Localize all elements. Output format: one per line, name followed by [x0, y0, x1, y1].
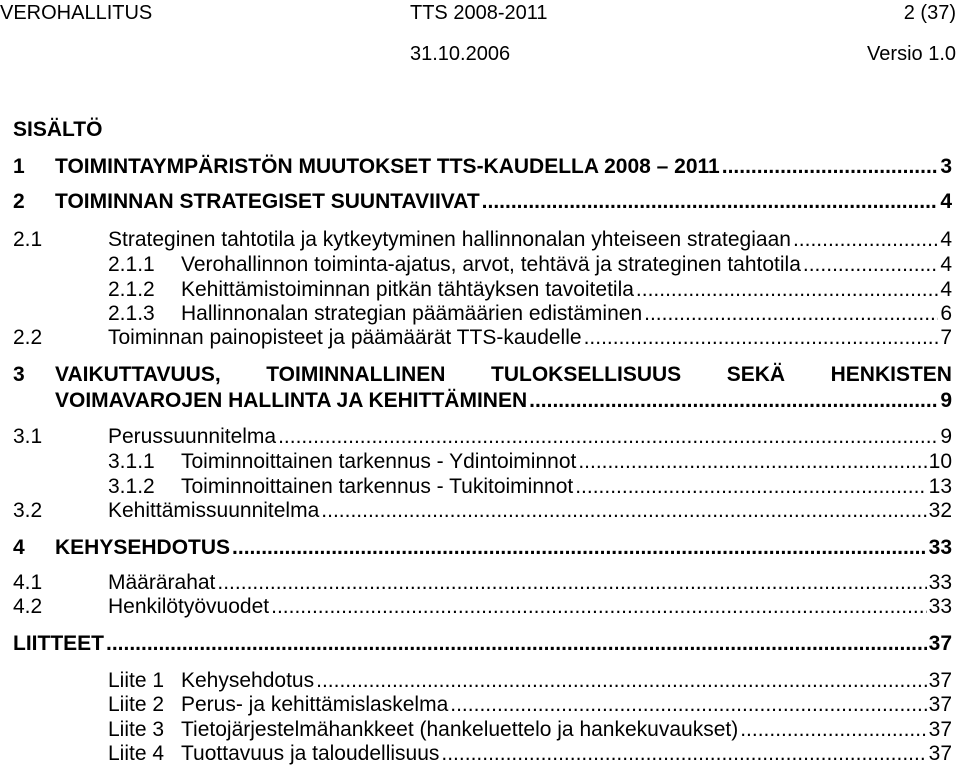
toc-entry-text-line2: VOIMAVAROJEN HALLINTA JA KEHITTÄMINEN: [55, 389, 528, 412]
toc-entry-page: 3: [940, 155, 952, 178]
header-page-number: 2 (37): [903, 2, 956, 24]
toc-entry-number: 1: [13, 155, 25, 178]
toc-entry-4-2[interactable]: [13, 594, 952, 620]
toc-entry-page: 4: [940, 228, 952, 251]
toc-entry-2[interactable]: [13, 189, 952, 215]
toc-entry-text: KEHYSEHDOTUS: [55, 536, 231, 559]
dot-leader: [722, 154, 939, 180]
toc-entry-4-1[interactable]: [13, 570, 952, 596]
toc-entry-2-2[interactable]: [13, 325, 952, 351]
toc-entry-page: 9: [940, 425, 952, 448]
toc-entry-text: LIITTEET: [13, 632, 104, 655]
dot-leader: [271, 594, 927, 620]
toc-entry-page: 4: [940, 253, 952, 276]
dot-leader: [644, 301, 938, 327]
toc-entry-text: Kehittämissuunnitelma: [108, 499, 320, 522]
dot-leader: [529, 388, 938, 414]
dot-leader: [482, 189, 939, 215]
toc-word: TULOKSELLISUUS: [491, 363, 682, 386]
dot-leader: [793, 227, 938, 253]
toc-entry-text: Perus- ja kehittämislaskelma: [181, 693, 449, 716]
toc-entry-number: 2.1.2: [108, 278, 155, 301]
dot-leader: [441, 741, 926, 767]
dot-leader: [232, 535, 927, 561]
toc-entry-text: Toiminnoittainen tarkennus - Ydintoiminnot: [181, 450, 577, 473]
toc-entry-page: 10: [928, 450, 952, 473]
dot-leader: [450, 692, 926, 718]
toc-entry-3-1[interactable]: [13, 424, 952, 450]
toc-entry-page: 13: [928, 475, 952, 498]
toc-entry-page: 6: [940, 302, 952, 325]
toc-entry-3-1-1[interactable]: [108, 449, 952, 475]
toc-entry-2-1-1[interactable]: [108, 252, 952, 278]
toc-entry-number: Liite 3: [108, 718, 165, 741]
toc-entry-liite-2[interactable]: [108, 692, 952, 718]
dot-leader: [584, 325, 939, 351]
toc-entry-page: 4: [940, 190, 952, 213]
toc-entry-4[interactable]: [13, 535, 952, 561]
dot-leader: [636, 277, 938, 303]
toc-entry-page: 37: [928, 669, 952, 692]
toc-entry-text: Perussuunnitelma: [108, 425, 277, 448]
header-version: Versio 1.0: [867, 43, 956, 65]
dot-leader: [316, 668, 927, 694]
toc-entry-text: Toiminnoittainen tarkennus - Tukitoiminnot: [181, 475, 574, 498]
toc-entry-3-2[interactable]: [13, 498, 952, 524]
header-date: 31.10.2006: [410, 43, 511, 65]
header-organization: VEROHALLITUS: [0, 2, 153, 24]
toc-entry-text: Kehittämistoiminnan pitkän tähtäyksen tavoitetila: [181, 278, 634, 301]
toc-entry-3-1-2[interactable]: [108, 474, 952, 500]
toc-entry-page: 37: [928, 742, 952, 765]
toc-entry-number: 3.1: [13, 425, 43, 448]
toc-entry-number: Liite 1: [108, 669, 165, 692]
toc-entry-number: 4.1: [13, 571, 43, 594]
toc-entry-page: 33: [928, 595, 952, 618]
toc-title: SISÄLTÖ: [13, 118, 103, 141]
toc-entry-liite-3[interactable]: [108, 717, 952, 743]
toc-entry-text: Tuottavuus ja taloudellisuus: [181, 742, 440, 765]
toc-entry-text: Tietojärjestelmähankkeet (hankeluettelo ja hankekuvaukset): [181, 718, 739, 741]
toc-entry-2-1-3[interactable]: [108, 301, 952, 327]
toc-entry-liite-4[interactable]: [108, 741, 952, 767]
toc-entry-liitteet[interactable]: [13, 631, 952, 657]
toc-entry-page: 4: [940, 278, 952, 301]
toc-entry-page: 33: [928, 571, 952, 594]
toc-entry-number: 3: [13, 363, 25, 386]
toc-entry-text: Verohallinnon toiminta-ajatus, arvot, tehtävä ja strateginen tahtotila: [181, 253, 801, 276]
toc-entry-page: 33: [928, 536, 952, 559]
toc-word: VAIKUTTAVUUS,: [55, 363, 221, 386]
toc-entry-number: 2.1.3: [108, 302, 155, 325]
toc-entry-2-1[interactable]: [13, 227, 952, 253]
toc-entry-page: 37: [928, 718, 952, 741]
toc-entry-page: 7: [940, 326, 952, 349]
toc-entry-text-line1: [55, 362, 952, 388]
toc-entry-text: Hallinnonalan strategian päämäärien edistäminen: [181, 302, 643, 325]
dot-leader: [803, 252, 938, 278]
toc-entry-1[interactable]: [13, 154, 952, 180]
toc-entry-page: 37: [928, 693, 952, 716]
dot-leader: [575, 474, 926, 500]
toc-entry-page: 37: [928, 632, 952, 655]
toc-entry-page: 9: [940, 389, 952, 412]
toc-word: TOIMINNALLINEN: [266, 363, 446, 386]
toc-entry-number: 4: [13, 536, 25, 559]
toc-entry-text: TOIMINNAN STRATEGISET SUUNTAVIIVAT: [55, 190, 480, 213]
dot-leader: [740, 717, 926, 743]
dot-leader: [106, 631, 927, 657]
toc-entry-text: Strateginen tahtotila ja kytkeytyminen hallinnonalan yhteiseen strategiaan: [108, 228, 791, 251]
toc-entry-number: 4.2: [13, 595, 43, 618]
toc-word: HENKISTEN: [830, 363, 952, 386]
toc-entry-number: 2.2: [13, 326, 43, 349]
dot-leader: [278, 424, 938, 450]
toc-entry-number: 3.2: [13, 499, 43, 522]
toc-entry-number: Liite 4: [108, 742, 165, 765]
page-header: [0, 0, 960, 70]
toc-entry-number: 2.1: [13, 228, 43, 251]
toc-entry-3[interactable]: [13, 362, 952, 414]
dot-leader: [578, 449, 926, 475]
toc-entry-text: TOIMINTAYMPÄRISTÖN MUUTOKSET TTS-KAUDELLA 2008 – 2011: [55, 155, 720, 178]
toc-entry-text: Henkilötyövuodet: [108, 595, 270, 618]
toc-entry-number: 2: [13, 190, 25, 213]
toc-entry-text: Kehysehdotus: [181, 669, 315, 692]
dot-leader: [321, 498, 926, 524]
dot-leader: [217, 570, 926, 596]
toc-entry-number: 3.1.1: [108, 450, 155, 473]
toc-entry-text: Toiminnan painopisteet ja päämäärät TTS-kaudelle: [108, 326, 582, 349]
toc-entry-number: Liite 2: [108, 693, 165, 716]
toc-entry-number: 3.1.2: [108, 475, 155, 498]
toc-entry-page: 32: [928, 499, 952, 522]
toc-entry-number: 2.1.1: [108, 253, 155, 276]
header-program: TTS 2008-2011: [410, 2, 548, 24]
toc-entry-liite-1[interactable]: [108, 668, 952, 694]
toc-entry-2-1-2[interactable]: [108, 277, 952, 303]
toc-entry-text: Määrärahat: [108, 571, 216, 594]
toc-word: SEKÄ: [726, 363, 786, 386]
